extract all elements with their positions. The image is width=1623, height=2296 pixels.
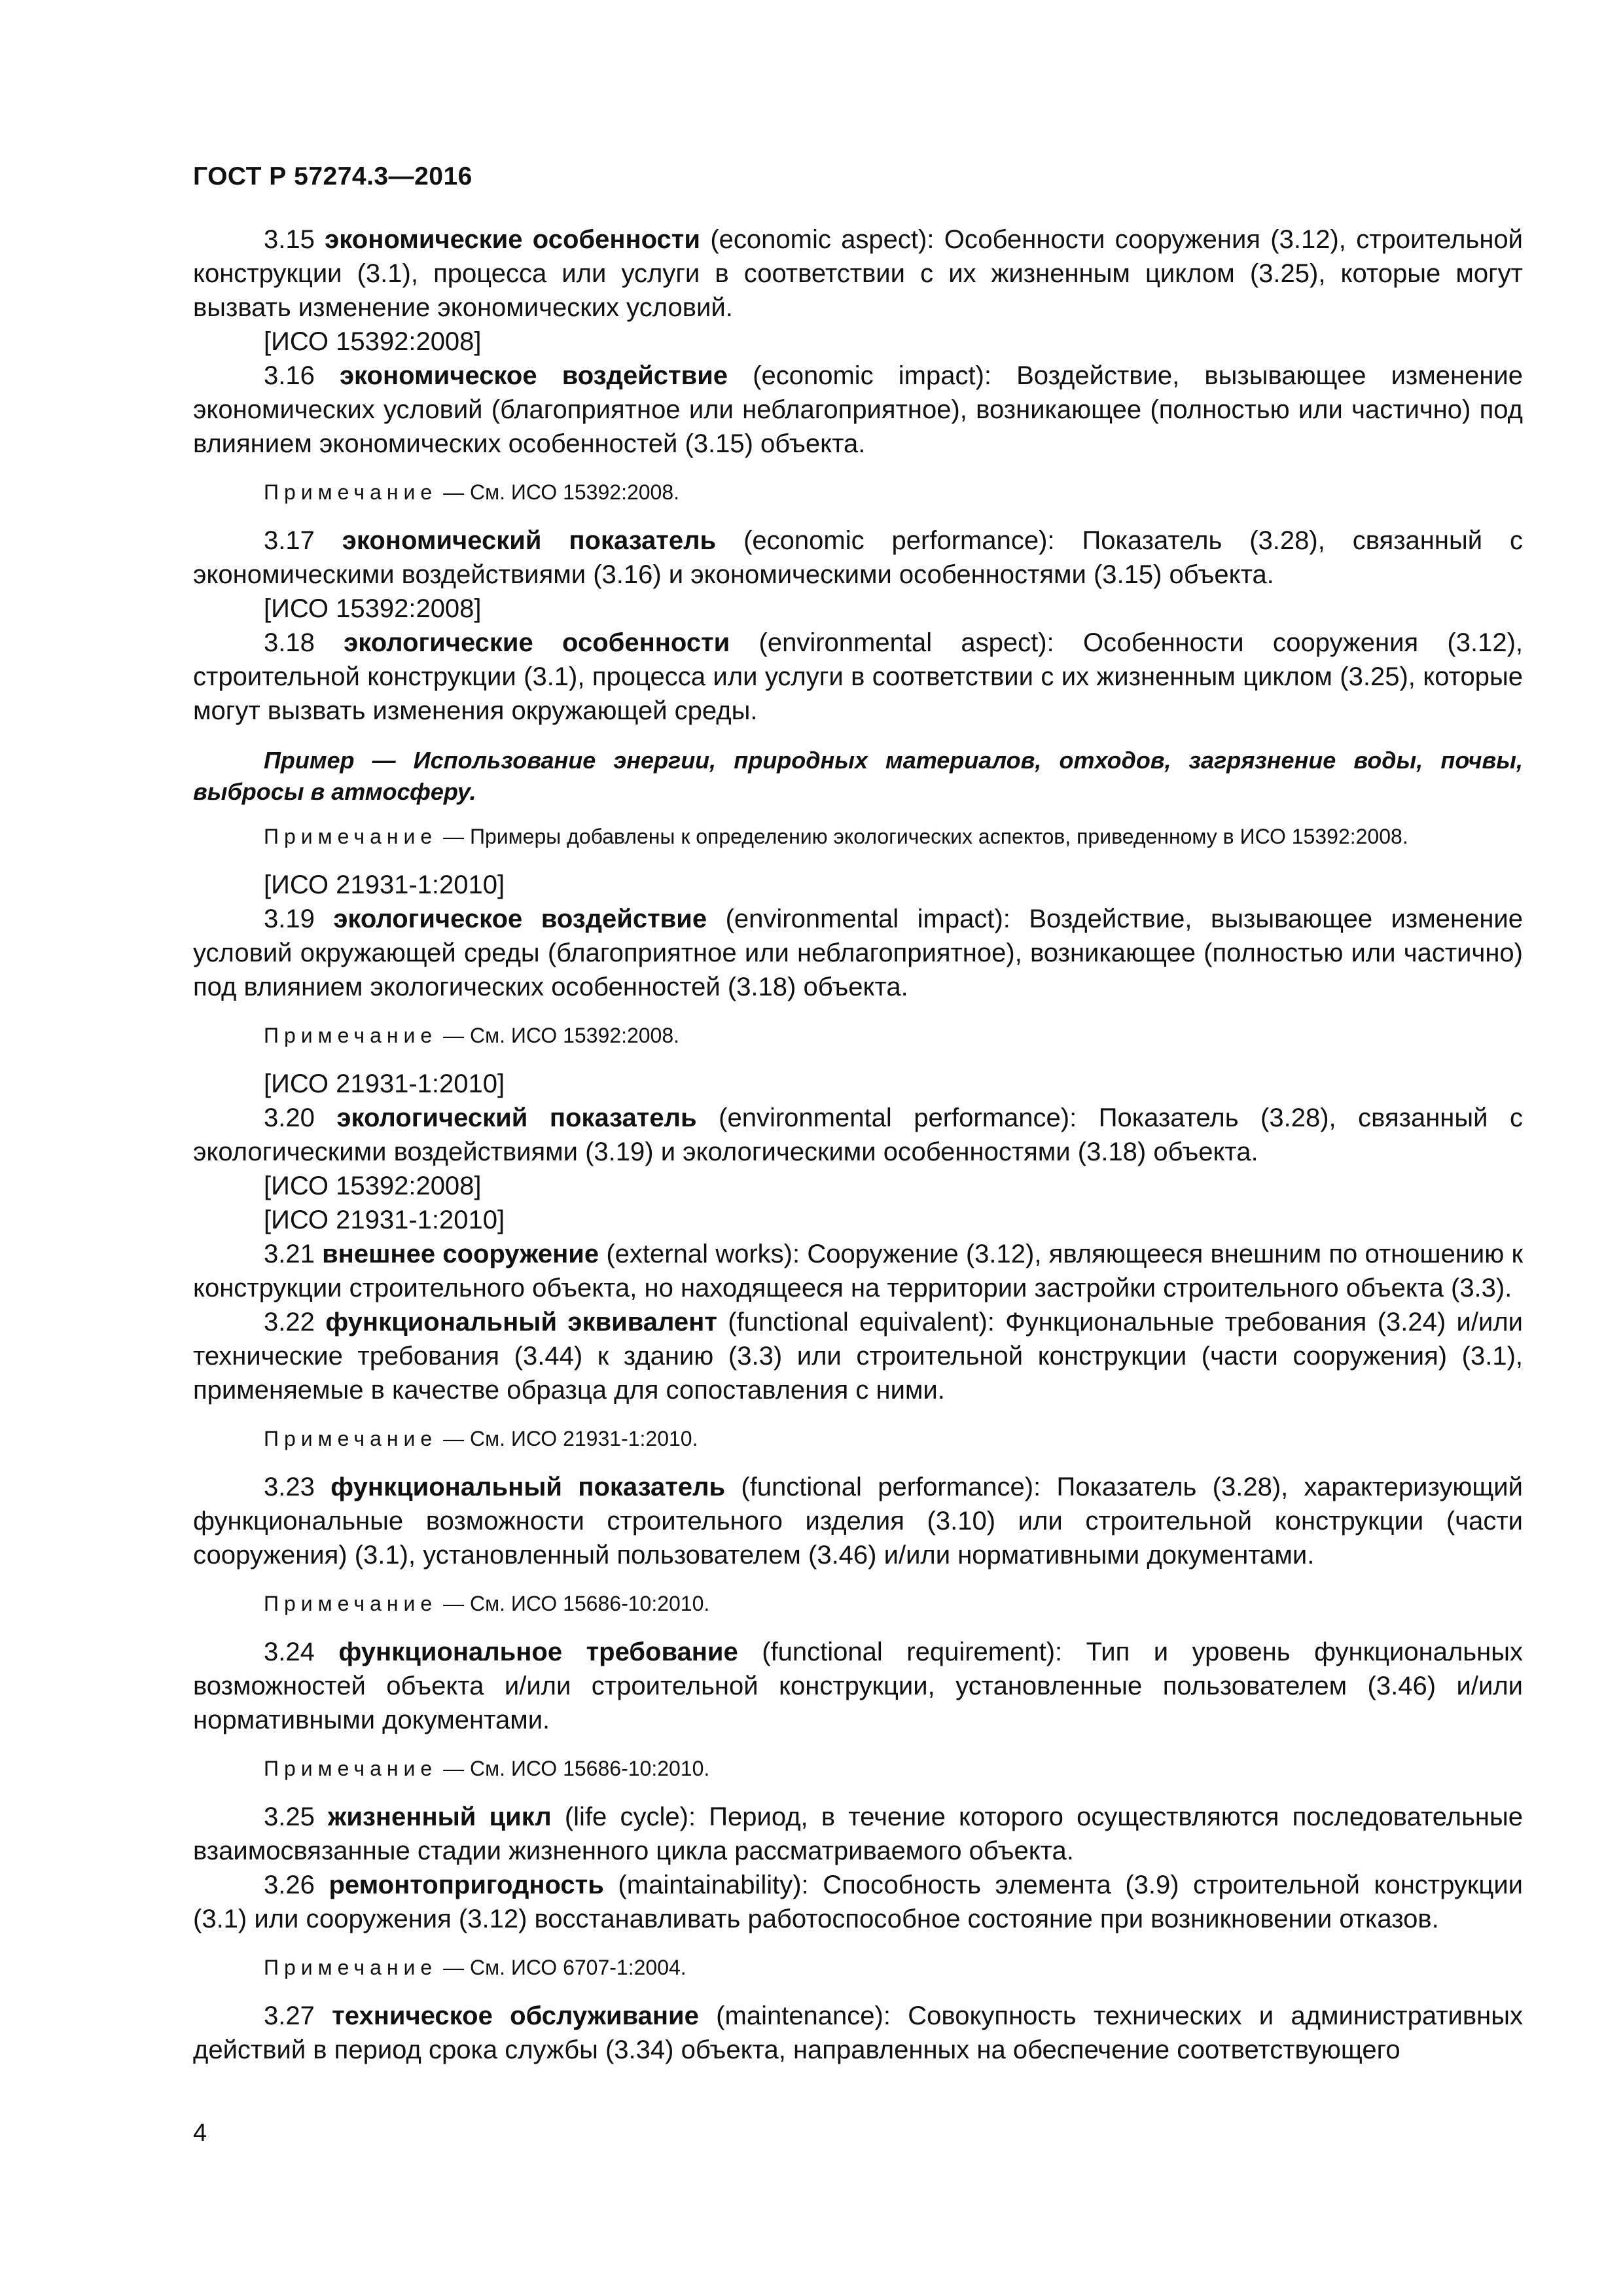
term-number: 3.22 [264, 1308, 326, 1336]
note-label: Примечание [264, 1757, 438, 1780]
note-text: — Примеры добавлены к определению экологических аспектов, приведенному в ИСО 15392:2008. [437, 825, 1408, 848]
term-name: экологический показатель [336, 1103, 697, 1132]
term-definition: (external works): Сооружение (3.12), являющееся внешним по отношению к конструкции строительного объекта, но находящееся на территории застройки строительного объекта (3.3). [193, 1240, 1523, 1302]
term-name: функциональное требование [338, 1638, 738, 1666]
term-name: экономическое воздействие [339, 361, 728, 390]
note [193, 478, 1523, 507]
note [193, 1589, 1523, 1618]
note-label: Примечание [264, 1956, 438, 1979]
note-label: Примечание [264, 1592, 438, 1615]
term-number: 3.21 [264, 1240, 323, 1268]
term-name: экономический показатель [342, 526, 717, 555]
term-definition: (environmental aspect): Особенности сооружения (3.12), строительной конструкции (3.1), процесса или услуги в соответствии с их жизненным циклом (3.25), которые могут вызвать изменения окружающей среды. [193, 628, 1524, 725]
note [193, 1754, 1523, 1783]
note [193, 1021, 1523, 1050]
term-definition: (functional equivalent): Функциональные требования (3.24) и/или технические требования (3.44) к зданию (3.3) или строительной конструкции (части сооружения) (3.1), применяемые в качестве образца для сопоставления с ними. [193, 1308, 1524, 1405]
term-number: 3.26 [264, 1871, 329, 1899]
example: Пример — Использование энергии, природных материалов, отходов, загрязнение воды, почвы, выбросы в атмосферу. [193, 747, 1523, 805]
note-text: — См. ИСО 15686-10:2010. [437, 1757, 710, 1780]
term-definition: (maintainability): Способность элемента (3.9) строительной конструкции (3.1) или сооружения (3.12) восстанавливать работоспособное состояние при возникновении отказов. [193, 1871, 1524, 1933]
term-definition: (functional requirement): Тип и уровень функциональных возможностей объекта и/или строительной конструкции, установленные пользователем (3.46) и/или нормативными документами. [193, 1638, 1523, 1734]
term-number: 3.16 [264, 361, 340, 390]
source-reference: [ИСО 21931-1:2010] [264, 870, 505, 899]
note-text: — См. ИСО 21931-1:2010. [437, 1427, 698, 1450]
definition-3-25 [193, 1800, 1523, 1868]
note-text: — См. ИСО 15686-10:2010. [437, 1592, 710, 1615]
source-reference: [ИСО 15392:2008] [264, 594, 482, 623]
term-number: 3.19 [264, 905, 334, 933]
term-name: жизненный цикл [328, 1803, 552, 1831]
definition-3-19 [193, 902, 1523, 1004]
definition-3-21 [193, 1237, 1523, 1305]
term-definition: (functional performance): Показатель (3.28), характеризующий функциональные возможности строительного изделия (3.10) или строительной конструкции (части сооружения) (3.1), установленный пользователем (3.46) и/или нормативными документами. [193, 1473, 1523, 1570]
definition-3-27 [193, 1999, 1523, 2067]
note-text: — См. ИСО 15392:2008. [437, 480, 680, 504]
note-text: — См. ИСО 6707-1:2004. [437, 1956, 687, 1979]
term-number: 3.17 [264, 526, 342, 555]
note-text: — См. ИСО 15392:2008. [437, 1024, 680, 1047]
source-reference: [ИСО 21931-1:2010] [264, 1206, 505, 1234]
note-label: Примечание [264, 1427, 438, 1450]
term-definition: (environmental impact): Воздействие, вызывающее изменение условий окружающей среды (благоприятное или неблагоприятное), возникающее (полностью или частично) под влиянием экологических особенностей (3.18) объекта. [193, 905, 1523, 1001]
term-number: 3.25 [264, 1803, 329, 1831]
note [193, 822, 1523, 851]
note-label: Примечание [264, 480, 438, 504]
term-number: 3.23 [264, 1473, 331, 1501]
term-name: экологическое воздействие [333, 905, 707, 933]
term-name: внешнее сооружение [322, 1240, 599, 1268]
definition-3-20 [193, 1101, 1523, 1169]
term-number: 3.15 [264, 225, 325, 254]
term-definition: (economic impact): Воздействие, вызывающее изменение экономических условий (благоприятное или неблагоприятное), возникающее (полностью или частично) под влиянием экономических особенностей (3.15) объекта. [193, 361, 1524, 458]
document-header: ГОСТ Р 57274.3—2016 [193, 162, 473, 190]
definition-3-26 [193, 1868, 1523, 1936]
term-definition: (environmental performance): Показатель (3.28), связанный с экологическими воздействиями (3.19) и экологическими особенностями (3.18) объекта. [193, 1103, 1523, 1166]
note [193, 1953, 1523, 1982]
term-definition: (economic performance): Показатель (3.28), связанный с экономическими воздействиями (3.16) и экономическими особенностями (3.15) объекта. [193, 526, 1524, 589]
document-body [193, 223, 1523, 2067]
term-definition: (maintenance): Совокупность технических и административных действий в период срока службы (3.34) объекта, направленных на обеспечение соответствующего [193, 2001, 1523, 2064]
term-name: экологические особенности [344, 628, 730, 657]
source-reference: [ИСО 15392:2008] [264, 327, 482, 356]
term-definition: (life cycle): Период, в течение которого осуществляются последовательные взаимосвязанные стадии жизненного цикла рассматриваемого объекта. [193, 1803, 1523, 1865]
source-reference: [ИСО 15392:2008] [264, 1172, 482, 1200]
term-number: 3.18 [264, 628, 344, 657]
definition-3-17 [193, 524, 1523, 592]
note [193, 1424, 1523, 1453]
note-label: Примечание [264, 1024, 438, 1047]
term-number: 3.27 [264, 2001, 332, 2030]
definition-3-15 [193, 223, 1523, 325]
definition-3-18 [193, 626, 1523, 728]
term-number: 3.20 [264, 1103, 337, 1132]
definition-3-16 [193, 359, 1523, 461]
definition-3-23 [193, 1470, 1523, 1572]
definition-3-24 [193, 1635, 1523, 1737]
term-name: ремонтопригодность [329, 1871, 604, 1899]
term-definition: (economic aspect): Особенности сооружения (3.12), строительной конструкции (3.1), процесса или услуги в соответствии с их жизненным циклом (3.25), которые могут вызвать изменение экономических условий. [193, 225, 1524, 322]
term-number: 3.24 [264, 1638, 339, 1666]
definition-3-22 [193, 1305, 1523, 1407]
note-label: Примечание [264, 825, 438, 848]
page-number: 4 [193, 2119, 207, 2147]
term-name: техническое обслуживание [332, 2001, 699, 2030]
term-name: функциональный эквивалент [325, 1308, 717, 1336]
source-reference: [ИСО 21931-1:2010] [264, 1069, 505, 1098]
term-name: функциональный показатель [330, 1473, 726, 1501]
term-name: экономические особенности [325, 225, 700, 254]
